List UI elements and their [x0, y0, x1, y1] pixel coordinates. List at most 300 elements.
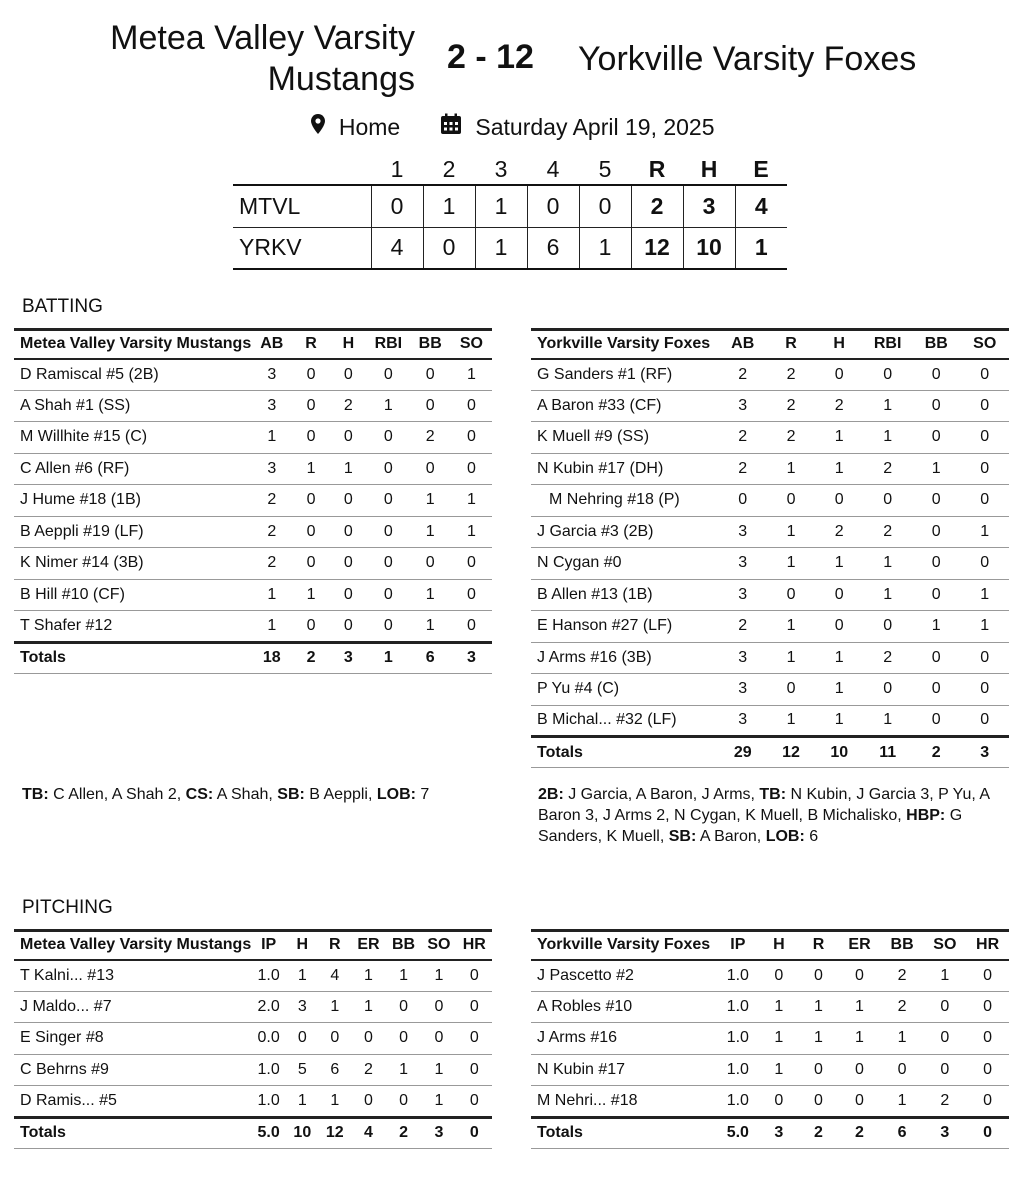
player-row [531, 485, 1009, 517]
note-label: TB: [759, 786, 787, 803]
stat-cell: 1 [834, 554, 844, 572]
linescore-row [233, 185, 787, 227]
stat-cell: 0 [363, 1029, 373, 1047]
stat-cell: 2 [897, 997, 907, 1015]
totals-row [531, 1117, 1009, 1148]
player-row [531, 991, 1009, 1023]
stat-cell: 2.0 [257, 997, 280, 1015]
runs-total: 2 [631, 185, 683, 227]
stat-column-header: BB [418, 335, 442, 353]
stat-column-header: R [812, 936, 825, 954]
stat-cell: 1 [883, 428, 893, 446]
stat-cell: 0 [466, 459, 476, 477]
stat-cell: 1 [267, 428, 277, 446]
player-row [14, 453, 492, 485]
stat-cell: 0 [343, 522, 353, 540]
note-text: 6 [804, 828, 819, 845]
stat-cell: 1 [814, 1029, 823, 1047]
stat-column-header: HR [976, 936, 1000, 954]
stat-cell: 0 [383, 585, 393, 603]
note-text: A Shah, [213, 786, 278, 803]
stat-column-header: H [833, 335, 845, 353]
stat-cell: 0 [383, 522, 393, 540]
player-row [531, 960, 1009, 992]
home-team-line1: Metea Valley Varsity [110, 19, 415, 57]
stat-cell: 1 [814, 997, 823, 1015]
player-name: N Kubin #17 [537, 1060, 626, 1078]
stats-header-row [531, 330, 1009, 359]
stat-cell: 2 [834, 396, 844, 414]
stat-cell: 0 [834, 491, 844, 509]
stat-cell: 0 [774, 966, 784, 984]
player-name: N Cygan #0 [537, 554, 622, 572]
stat-cell: 5 [297, 1060, 307, 1078]
stat-cell: 4 [330, 966, 340, 984]
totals-cell: 12 [782, 743, 800, 761]
stats-header-row [14, 330, 492, 359]
totals-label: Totals [537, 1124, 583, 1141]
stats-header-row [531, 931, 1009, 960]
stat-cell: 0 [343, 554, 353, 572]
stat-cell: 1 [774, 1029, 784, 1047]
note-text: J Garcia, A Baron, J Arms, [563, 786, 760, 803]
totals-cell: 18 [262, 649, 281, 666]
player-name: E Singer #8 [20, 1029, 104, 1047]
stat-cell: 1 [855, 997, 864, 1015]
stat-cell: 6 [330, 1060, 340, 1078]
stat-cell: 1 [774, 1060, 784, 1078]
note-label: SB: [277, 786, 305, 803]
player-row [531, 611, 1009, 643]
stat-cell: 0 [383, 554, 393, 572]
totals-cell: 2 [855, 1124, 864, 1141]
player-name: G Sanders #1 (RF) [537, 365, 673, 383]
stat-cell: 3 [267, 459, 277, 477]
player-row [14, 611, 492, 643]
stat-cell: 1 [425, 585, 435, 603]
game-header [0, 16, 1025, 106]
team-column-header: Metea Valley Varsity Mustangs [20, 335, 252, 353]
stat-cell: 2 [738, 365, 748, 383]
totals-label: Totals [20, 649, 66, 666]
location-text: Home [338, 113, 401, 140]
stat-column-header: H [296, 936, 309, 954]
player-row [531, 1054, 1009, 1086]
inning-header: 1 [390, 156, 404, 182]
player-name: J Arms #16 (3B) [537, 648, 652, 666]
player-name: D Ramis... #5 [20, 1091, 117, 1109]
stat-cell: 1.0 [726, 997, 749, 1015]
inning-score: 6 [527, 227, 579, 269]
player-name: B Aeppli #19 (LF) [20, 522, 144, 540]
stat-cell: 1 [306, 459, 316, 477]
stat-cell: 0 [931, 648, 941, 666]
stat-cell: 0 [980, 428, 990, 446]
stat-cell: 0 [883, 491, 893, 509]
note-text: A Baron, [696, 828, 766, 845]
stat-cell: 2 [834, 522, 844, 540]
stat-column-header: SO [459, 335, 483, 353]
stat-cell: 0 [940, 997, 950, 1015]
note-label: 2B: [538, 786, 564, 803]
team-column-header: Metea Valley Varsity Mustangs [20, 936, 252, 954]
calendar-icon [439, 112, 463, 142]
stat-cell: 0 [469, 1091, 479, 1109]
stat-cell: 0 [306, 616, 316, 634]
stat-cell: 0 [738, 491, 748, 509]
inning-header: 3 [494, 156, 508, 182]
stat-cell: 2 [883, 648, 893, 666]
stat-cell: 1 [466, 491, 476, 509]
stat-cell: 1 [980, 522, 990, 540]
stat-column-header: R [328, 936, 341, 954]
player-row [531, 359, 1009, 391]
stat-cell: 0 [469, 997, 479, 1015]
stat-cell: 1 [425, 491, 435, 509]
stat-cell: 0 [399, 1091, 408, 1109]
stat-cell: 0 [343, 365, 353, 383]
stat-cell: 0 [434, 1029, 444, 1047]
note-label: CS: [185, 786, 214, 803]
player-row [14, 485, 492, 517]
player-row [531, 642, 1009, 674]
stat-cell: 1 [434, 1091, 444, 1109]
runs-total: 12 [631, 227, 683, 269]
totals-cell: 5.0 [257, 1124, 280, 1141]
player-name: E Hanson #27 (LF) [537, 617, 673, 635]
totals-cell: 12 [325, 1124, 344, 1141]
stat-cell: 2 [940, 1091, 950, 1109]
stat-cell: 1 [883, 554, 893, 572]
totals-cell: 0 [983, 1124, 993, 1141]
stat-cell: 0 [940, 1060, 950, 1078]
totals-cell: 10 [293, 1124, 312, 1141]
note-text: N Kubin, J Garcia 3, P Yu, A Baron 3, J Arms 2, N Cygan, K Muell, B Michalisko, [538, 786, 990, 824]
linescore-header-row [233, 155, 787, 185]
player-row [14, 359, 492, 391]
player-name: J Garcia #3 (2B) [537, 522, 654, 540]
player-name: B Allen #13 (1B) [537, 585, 653, 603]
stat-cell: 0 [330, 1029, 340, 1047]
player-name: K Muell #9 (SS) [537, 428, 650, 446]
stat-cell: 1 [940, 966, 950, 984]
player-name: C Allen #6 (RF) [20, 459, 130, 477]
player-name: N Kubin #17 (DH) [537, 459, 664, 477]
stat-cell: 1 [883, 585, 893, 603]
stat-cell: 0 [383, 365, 393, 383]
player-row [14, 390, 492, 422]
stat-cell: 1.0 [257, 966, 280, 984]
stat-cell: 1 [466, 522, 476, 540]
hits-header: H [700, 156, 718, 182]
pitching-section-title: PITCHING [22, 897, 113, 918]
player-row [14, 422, 492, 454]
stat-cell: 1 [267, 616, 277, 634]
player-row [14, 960, 492, 992]
player-row [14, 579, 492, 611]
inning-score: 0 [527, 185, 579, 227]
totals-cell: 6 [897, 1124, 907, 1141]
stat-column-header: ER [357, 936, 380, 954]
stat-cell: 2 [738, 617, 748, 635]
stat-cell: 1 [786, 554, 796, 572]
stat-cell: 1 [786, 617, 796, 635]
stat-cell: 0 [980, 365, 990, 383]
stat-cell: 0 [983, 966, 993, 984]
stat-cell: 0 [383, 491, 393, 509]
stat-cell: 0 [931, 680, 941, 698]
inning-score: 4 [371, 227, 423, 269]
stat-column-header: AB [260, 335, 284, 353]
stat-column-header: BB [890, 936, 914, 954]
stat-cell: 0 [469, 1029, 479, 1047]
stat-cell: 0 [425, 396, 435, 414]
totals-cell: 3 [774, 1124, 784, 1141]
stat-cell: 2 [738, 459, 748, 477]
player-name: B Hill #10 (CF) [20, 585, 125, 603]
stat-cell: 0 [434, 997, 444, 1015]
stat-cell: 0 [980, 648, 990, 666]
stat-cell: 2 [738, 428, 748, 446]
stat-cell: 0 [399, 997, 408, 1015]
team-column-header: Yorkville Varsity Foxes [537, 335, 711, 353]
stat-cell: 0 [425, 554, 435, 572]
stat-cell: 0 [897, 1060, 907, 1078]
totals-cell: 2 [931, 743, 941, 761]
stat-cell: 1 [363, 997, 373, 1015]
totals-cell: 5.0 [726, 1124, 749, 1141]
stat-cell: 0 [980, 680, 990, 698]
location-pin-icon [310, 113, 326, 141]
stat-cell: 1 [883, 711, 893, 729]
stat-cell: 0 [855, 1091, 864, 1109]
totals-label: Totals [537, 743, 583, 761]
stats-header-row [14, 931, 492, 960]
stat-cell: 0 [306, 522, 316, 540]
stat-cell: 0 [834, 365, 844, 383]
player-name: T Shafer #12 [20, 616, 113, 634]
stat-cell: 0 [883, 680, 893, 698]
totals-cell: 6 [425, 649, 435, 666]
player-name: J Pascetto #2 [537, 966, 634, 984]
stat-column-header: BB [391, 936, 416, 954]
stat-cell: 0 [469, 966, 479, 984]
stat-cell: 0 [466, 554, 476, 572]
home-team-line2: Mustangs [267, 60, 415, 98]
home-team-name [55, 18, 415, 100]
home-batting-table [14, 328, 492, 674]
stat-cell: 0 [306, 428, 316, 446]
stat-cell: 1 [434, 1060, 444, 1078]
note-label: LOB: [376, 786, 416, 803]
stat-cell: 1 [363, 966, 373, 984]
stat-cell: 3 [738, 680, 748, 698]
stat-cell: 1 [834, 711, 844, 729]
note-label: TB: [22, 786, 49, 803]
totals-cell: 4 [363, 1124, 373, 1141]
stat-cell: 1 [931, 459, 941, 477]
stat-column-header: R [305, 335, 317, 353]
note-text: B Aeppli, [304, 786, 377, 803]
note-label: SB: [668, 828, 697, 845]
date-text: Saturday April 19, 2025 [475, 113, 715, 140]
stat-column-header: RBI [873, 335, 902, 353]
stat-column-header: R [785, 335, 797, 353]
note-label: HBP: [906, 807, 946, 824]
stat-cell: 1 [980, 585, 990, 603]
stat-cell: 0 [343, 491, 353, 509]
stat-cell: 1 [786, 522, 796, 540]
stat-cell: 0 [786, 585, 796, 603]
stat-column-header: IP [730, 936, 746, 954]
stat-column-header: AB [731, 335, 755, 353]
stat-cell: 0 [343, 585, 353, 603]
stat-cell: 0 [980, 459, 990, 477]
stat-cell: 2 [897, 966, 907, 984]
player-row [531, 1023, 1009, 1055]
totals-row [14, 1117, 492, 1148]
player-row [531, 1086, 1009, 1118]
stat-cell: 1 [786, 711, 796, 729]
totals-cell: 10 [830, 743, 849, 761]
stat-cell: 0 [940, 1029, 950, 1047]
stat-cell: 3 [738, 396, 748, 414]
stat-cell: 0 [297, 1029, 307, 1047]
stat-cell: 0 [931, 585, 941, 603]
stat-cell: 1 [399, 966, 408, 984]
totals-cell: 3 [940, 1124, 950, 1141]
note-label: LOB: [765, 828, 805, 845]
runs-header: R [648, 156, 666, 182]
stat-cell: 2 [425, 428, 435, 446]
stat-cell: 1 [786, 648, 796, 666]
stat-cell: 1.0 [257, 1091, 280, 1109]
stat-cell: 0 [466, 616, 476, 634]
totals-label: Totals [20, 1124, 66, 1141]
player-name: P Yu #4 (C) [537, 680, 620, 698]
stat-cell: 1 [466, 365, 476, 383]
stat-cell: 0 [306, 396, 316, 414]
player-row [14, 1086, 492, 1118]
stat-cell: 1.0 [726, 1060, 749, 1078]
stat-column-header: BB [924, 335, 948, 353]
stat-cell: 0 [883, 617, 893, 635]
stat-cell: 1.0 [726, 1029, 749, 1047]
away-pitching-table [531, 929, 1009, 1149]
stat-cell: 3 [738, 522, 748, 540]
player-row [531, 422, 1009, 454]
home-pitching-table [14, 929, 492, 1149]
stat-cell: 1 [834, 428, 844, 446]
stat-cell: 0 [883, 365, 893, 383]
stat-cell: 0 [980, 711, 990, 729]
errors-header: E [753, 156, 769, 182]
stat-cell: 0 [383, 459, 393, 477]
stat-cell: 0 [306, 365, 316, 383]
stat-column-header: SO [933, 936, 957, 954]
player-row [14, 1023, 492, 1055]
stat-cell: 0 [425, 459, 435, 477]
player-row [14, 516, 492, 548]
stat-cell: 1 [306, 585, 316, 603]
player-name: M Nehring #18 (P) [549, 491, 680, 509]
inning-score: 0 [423, 227, 475, 269]
stat-cell: 2 [786, 428, 796, 446]
player-row [531, 674, 1009, 706]
stat-cell: 1 [330, 997, 340, 1015]
player-row [531, 516, 1009, 548]
totals-cell: 0 [469, 1124, 479, 1141]
stat-cell: 0 [931, 428, 941, 446]
stat-cell: 0 [814, 1091, 823, 1109]
player-name: C Behrns #9 [20, 1060, 109, 1078]
stat-cell: 0 [469, 1060, 479, 1078]
game-meta [0, 112, 1025, 142]
stat-cell: 0 [814, 966, 823, 984]
linescore-team: MTVL [239, 192, 301, 219]
linescore-team: YRKV [239, 234, 302, 261]
errors-total: 4 [735, 185, 787, 227]
batting-section-title: BATTING [22, 296, 103, 317]
stat-cell: 3 [297, 997, 307, 1015]
stat-cell: 1 [931, 617, 941, 635]
stat-cell: 0 [855, 1060, 864, 1078]
totals-cell: 3 [980, 743, 990, 761]
stat-cell: 0 [980, 396, 990, 414]
stat-cell: 2 [343, 396, 353, 414]
inning-score: 0 [579, 185, 631, 227]
stat-cell: 0 [931, 522, 941, 540]
stat-cell: 0 [466, 428, 476, 446]
stat-cell: 0 [466, 585, 476, 603]
stat-cell: 0 [383, 616, 393, 634]
stat-cell: 1.0 [726, 1091, 749, 1109]
stat-cell: 2 [267, 554, 277, 572]
stat-cell: 1 [883, 396, 893, 414]
totals-row [14, 642, 492, 673]
stat-cell: 0 [363, 1091, 373, 1109]
stat-cell: 2 [267, 491, 277, 509]
stat-cell: 1 [399, 1060, 408, 1078]
player-name: A Shah #1 (SS) [20, 396, 131, 414]
away-team-name: Yorkville Varsity Foxes [578, 40, 917, 78]
inning-header: 4 [546, 156, 560, 182]
stat-cell: 0 [931, 491, 941, 509]
inning-score: 1 [475, 227, 527, 269]
stat-cell: 0 [343, 428, 353, 446]
player-name: T Kalni... #13 [20, 966, 114, 984]
stat-cell: 0 [834, 585, 844, 603]
player-row [531, 548, 1009, 580]
stat-cell: 3 [738, 648, 748, 666]
note-text: G Sanders, K Muell, [538, 807, 963, 845]
stat-cell: 1 [774, 997, 784, 1015]
stat-cell: 1 [297, 1091, 307, 1109]
player-name: M Nehri... #18 [537, 1091, 638, 1109]
player-row [531, 705, 1009, 737]
stat-column-header: SO [973, 335, 997, 353]
stat-column-header: H [342, 335, 355, 353]
stat-cell: 0 [306, 491, 316, 509]
player-name: A Robles #10 [537, 997, 633, 1015]
stat-cell: 1 [434, 966, 444, 984]
stat-cell: 1 [297, 966, 307, 984]
stat-cell: 0 [306, 554, 316, 572]
player-row [14, 1054, 492, 1086]
stat-cell: 0 [383, 428, 393, 446]
totals-cell: 11 [879, 743, 897, 761]
totals-cell: 3 [343, 649, 353, 666]
